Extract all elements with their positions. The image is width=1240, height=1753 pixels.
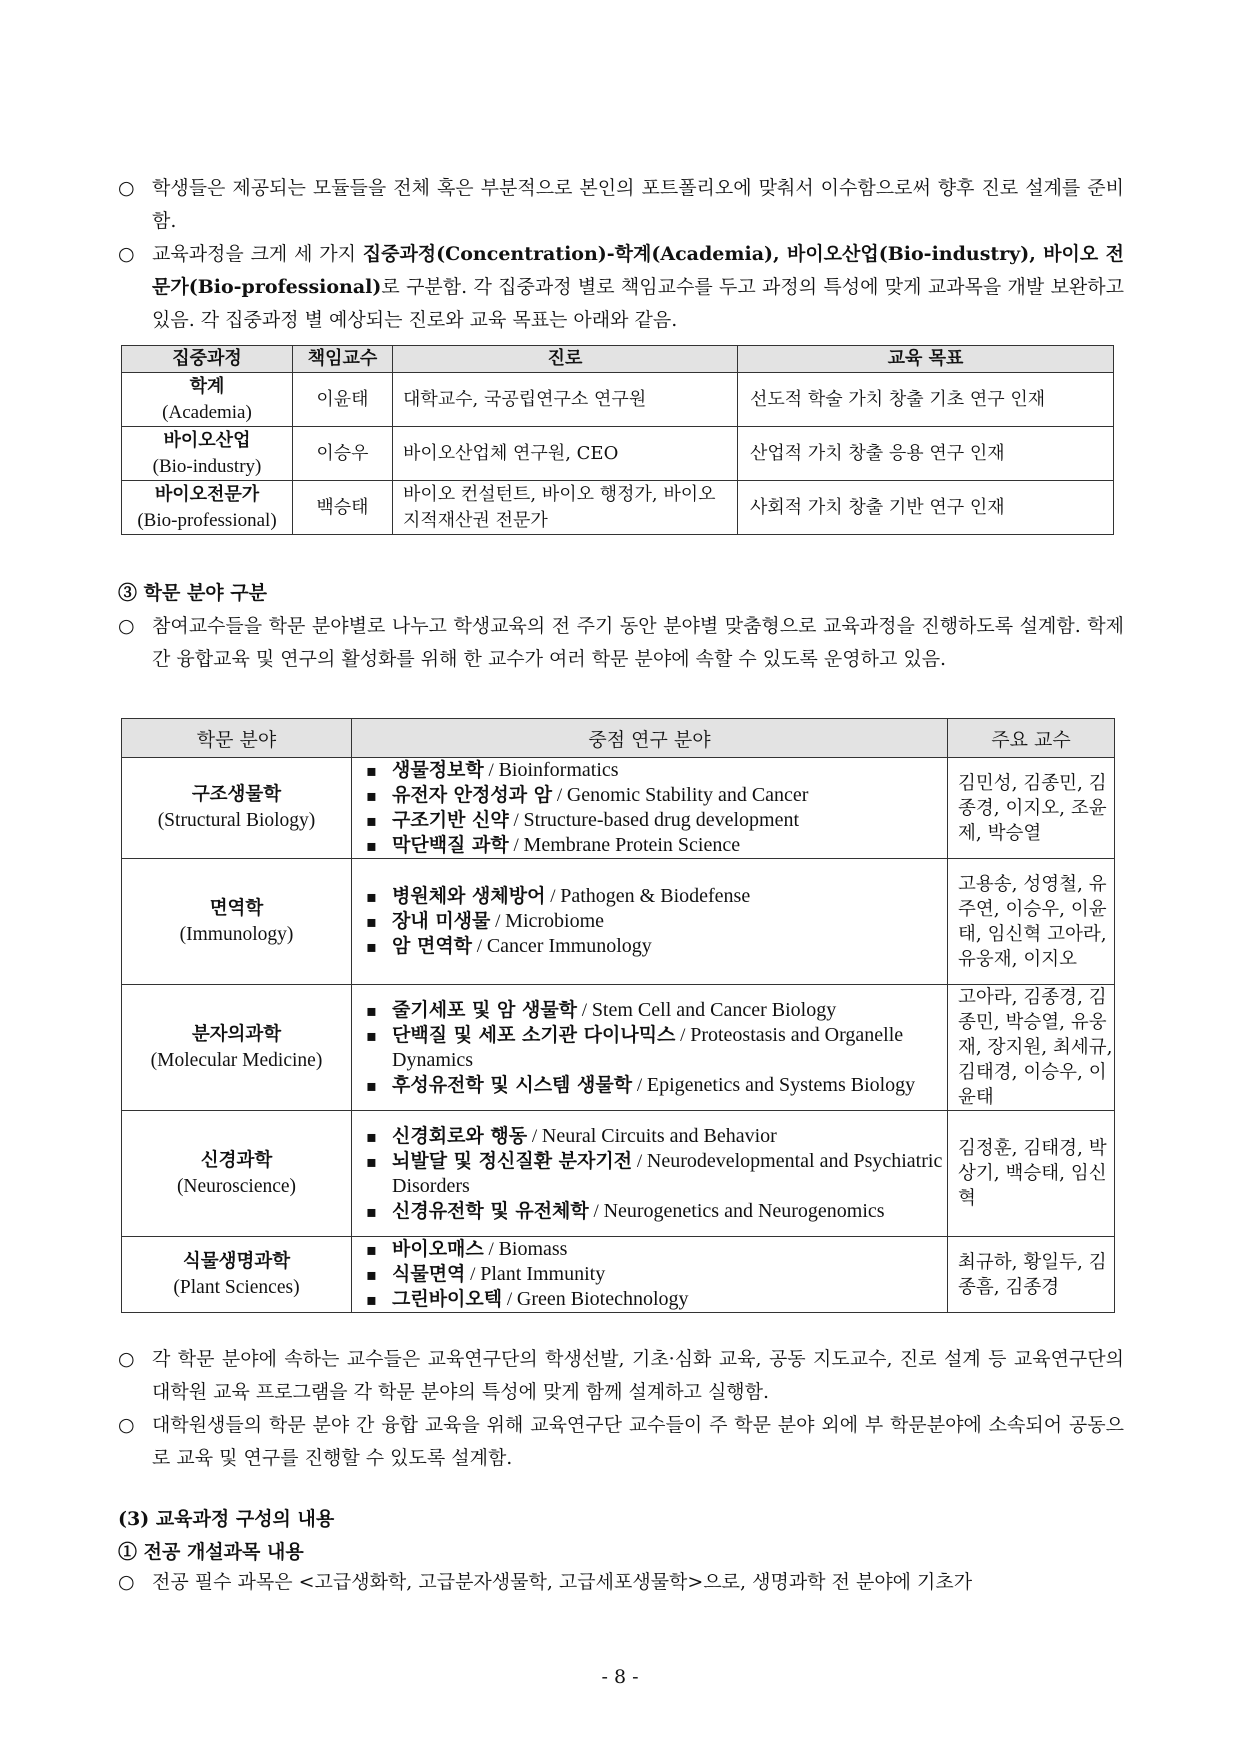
topic-en: Neurogenetics and Neurogenomics: [603, 1199, 885, 1222]
list-item: ▪ 유전자 안정성과 암 / Genomic Stability and Cancer: [364, 783, 947, 808]
research-topics-cell: [352, 859, 948, 985]
list-item: ▪ 병원체와 생체방어 / Pathogen & Biodefense: [364, 884, 947, 909]
topic-ko: 구조기반 신약: [392, 809, 509, 831]
intro-paragraph-2: [118, 238, 1124, 337]
research-topic-list: [364, 884, 947, 959]
list-item: ▪ 구조기반 신약 / Structure-based drug development: [364, 808, 947, 833]
professor-cell: 백승태: [293, 481, 393, 535]
paragraph-text: 각 학문 분야에 속하는 교수들은 교육연구단의 학생선발, 기초·심화 교육, 공동 지도교수, 진로 설계 등 교육연구단의 대학원 교육 프로그램을 각 학문 분야의 특성에 맞게 함께 설계하고 실행함.: [152, 1348, 1124, 1403]
field-name-ko: 분자의과학: [191, 1023, 282, 1045]
concentration-name-ko: 바이오전문가: [154, 483, 260, 505]
list-item: ▪ 그린바이오텍 / Green Biotechnology: [364, 1287, 947, 1312]
list-item: ▪ 식물면역 / Plant Immunity: [364, 1262, 947, 1287]
topic-en: Genomic Stability and Cancer: [566, 784, 809, 806]
table-header: 교육 목표: [738, 346, 1114, 373]
field-cell: [122, 1237, 352, 1313]
field-name-ko: 신경과학: [200, 1149, 273, 1171]
topic-en: Structure-based drug development: [523, 809, 799, 831]
topic-en: Biomass: [498, 1238, 568, 1260]
circle-bullet: ○: [118, 1571, 135, 1593]
research-topics-cell: [352, 985, 948, 1111]
topic-en: Proteostasis and Organelle Dynamics: [392, 1023, 904, 1071]
list-item: ▪ 후성유전학 및 시스템 생물학 / Epigenetics and Systems Biology: [364, 1073, 947, 1098]
table-row: [122, 1237, 1115, 1313]
topic-ko: 후성유전학 및 시스템 생물학: [392, 1073, 633, 1096]
table-header: 학문 분야: [122, 719, 352, 758]
subsection-heading: ① 전공 개설과목 내용: [118, 1541, 304, 1563]
topic-en: Stem Cell and Cancer Biology: [591, 998, 837, 1021]
field-name-ko: 면역학: [209, 897, 264, 919]
research-field-table: [121, 718, 1115, 1313]
table-row: [122, 427, 1114, 481]
list-item: ▪ 암 면역학 / Cancer Immunology: [364, 934, 947, 959]
table-row: [122, 1111, 1115, 1237]
field-name-en: (Plant Sciences): [173, 1276, 300, 1298]
research-topic-list: [364, 998, 947, 1098]
topic-ko: 줄기세포 및 암 생물학: [392, 998, 578, 1021]
topic-en: Neurodevelopmental and Psychiatric Disorders: [392, 1149, 943, 1197]
table-row: [122, 859, 1115, 985]
table-row: [122, 481, 1114, 535]
list-item: ▪ 생물정보학 / Bioinformatics: [364, 758, 947, 783]
field-name-en: (Molecular Medicine): [150, 1049, 323, 1071]
table-row: [122, 985, 1115, 1111]
topic-ko: 뇌발달 및 정신질환 분자기전: [392, 1149, 633, 1172]
field-cell: [122, 758, 352, 859]
paragraph-text: 학생들은 제공되는 모듈들을 전체 혹은 부분적으로 본인의 포트폴리오에 맞춰서 이수함으로써 향후 진로 설계를 준비함.: [152, 177, 1124, 232]
topic-ko: 단백질 및 세포 소기관 다이나믹스: [392, 1023, 676, 1046]
topic-ko: 장내 미생물: [392, 910, 491, 932]
circle-bullet: ○: [118, 615, 135, 637]
concentration-cell: [122, 481, 293, 535]
topic-ko: 그린바이오텍: [392, 1288, 503, 1310]
list-item: ▪ 신경유전학 및 유전체학 / Neurogenetics and Neurogenomics: [364, 1199, 947, 1224]
field-cell: [122, 985, 352, 1111]
table-row: [122, 758, 1115, 859]
section3-paragraph: [118, 610, 1124, 676]
table-header: 책임교수: [293, 346, 393, 373]
table-header: 중점 연구 분야: [352, 719, 948, 758]
field-name-en: (Neuroscience): [176, 1175, 297, 1197]
research-topic-list: [364, 1124, 947, 1224]
concentration-cell: [122, 373, 293, 427]
topic-en: Pathogen & Biodefense: [560, 885, 751, 907]
concentration-name-en: (Bio-professional): [137, 509, 277, 531]
after-paragraph-2: [118, 1409, 1124, 1475]
list-item: ▪ 바이오매스 / Biomass: [364, 1237, 947, 1262]
concentration-table: [121, 345, 1114, 535]
paragraph-text-pre: 교육과정을 크게 세 가지: [152, 243, 363, 265]
table-header-row: [122, 719, 1115, 758]
table-header: 집중과정: [122, 346, 293, 373]
goal-cell: 산업적 가치 창출 응용 연구 인재: [738, 427, 1114, 481]
field-cell: [122, 1111, 352, 1237]
topic-ko: 암 면역학: [392, 935, 473, 957]
topic-ko: 신경유전학 및 유전체학: [392, 1199, 589, 1222]
field-name-en: (Structural Biology): [157, 810, 316, 831]
professors-cell: 고용송, 성영철, 유주연, 이승우, 이윤태, 임신혁 고아라, 유웅재, 이지오: [948, 859, 1115, 985]
list-item: ▪ 신경회로와 행동 / Neural Circuits and Behavior: [364, 1124, 947, 1149]
after-paragraph-1: [118, 1343, 1124, 1409]
professor-cell: 이승우: [293, 427, 393, 481]
concentration-name-en: (Academia): [162, 401, 252, 423]
goal-cell: 사회적 가치 창출 기반 연구 인재: [738, 481, 1114, 535]
topic-en: Cancer Immunology: [486, 935, 652, 957]
paragraph-text: 전공 필수 과목은 <고급생화학, 고급분자생물학, 고급세포생물학>으로, 생명과학 전 분야에 기초가: [152, 1571, 973, 1593]
topic-ko: 바이오매스: [392, 1238, 484, 1260]
topic-en: Epigenetics and Systems Biology: [646, 1073, 916, 1096]
paragraph-text-post: 로 구분함. 각 집중과정 별로 책임교수를 두고 과정의 특성에 맞게 교과목을 개발 보완하고 있음. 각 집중과정 별 예상되는 진로와 교육 목표는 아래와 같음.: [152, 276, 1124, 331]
table-header-row: [122, 346, 1114, 373]
research-topics-cell: [352, 758, 948, 859]
curriculum-paragraph: [118, 1566, 1124, 1599]
career-cell: 대학교수, 국공립연구소 연구원: [393, 373, 738, 427]
concentration-name-en: (Bio-industry): [152, 455, 262, 477]
professors-cell: 최규하, 황일두, 김종흠, 김종경: [948, 1237, 1115, 1313]
topic-ko: 생물정보학: [392, 759, 484, 781]
topic-ko: 신경회로와 행동: [392, 1124, 528, 1147]
career-cell: 바이오산업체 연구원, CEO: [393, 427, 738, 481]
topic-en: Neural Circuits and Behavior: [541, 1124, 777, 1147]
list-item: ▪ 단백질 및 세포 소기관 다이나믹스 / Proteostasis and Organelle Dynamics: [364, 1023, 947, 1073]
paragraph-text: 참여교수들을 학문 분야별로 나누고 학생교육의 전 주기 동안 분야별 맞춤형으로 교육과정을 진행하도록 설계함. 학제간 융합교육 및 연구의 활성화를 위해 한 교수가 여러 학문 분야에 속할 수 있도록 운영하고 있음.: [152, 615, 1124, 670]
circle-bullet: ○: [118, 1414, 135, 1436]
topic-en: Microbiome: [505, 910, 605, 932]
paragraph-text: [152, 238, 1124, 337]
concentration-name-ko: 학계: [189, 375, 225, 397]
topic-en: Plant Immunity: [480, 1263, 606, 1285]
topic-en: Bioinformatics: [498, 759, 619, 781]
topic-en: Membrane Protein Science: [523, 834, 741, 856]
topic-ko: 유전자 안정성과 암: [392, 784, 553, 806]
goal-cell: 선도적 학술 가치 창출 기초 연구 인재: [738, 373, 1114, 427]
table-row: [122, 373, 1114, 427]
concentration-cell: [122, 427, 293, 481]
table-header: 주요 교수: [948, 719, 1115, 758]
topic-ko: 식물면역: [392, 1263, 466, 1285]
professors-cell: 김정훈, 김태경, 박상기, 백승태, 임신혁: [948, 1111, 1115, 1237]
page-number: - 8 -: [601, 1666, 639, 1688]
research-topics-cell: [352, 1237, 948, 1313]
list-item: ▪ 막단백질 과학 / Membrane Protein Science: [364, 833, 947, 858]
list-item: ▪ 뇌발달 및 정신질환 분자기전 / Neurodevelopmental and Psychiatric Disorders: [364, 1149, 947, 1199]
topic-ko: 병원체와 생체방어: [392, 885, 546, 907]
circle-bullet: ○: [118, 177, 135, 199]
field-name-ko: 식물생명과학: [182, 1250, 291, 1272]
professor-cell: 이윤태: [293, 373, 393, 427]
table-header: 진로: [393, 346, 738, 373]
paragraph-text: 대학원생들의 학문 분야 간 융합 교육을 위해 교육연구단 교수들이 주 학문 분야 외에 부 학문분야에 소속되어 공동으로 교육 및 연구를 진행할 수 있도록 설계함.: [152, 1414, 1124, 1469]
circle-bullet: ○: [118, 243, 135, 265]
paragraph-text-bold: 집중과정(Concentration)-학계(Academia), 바이오산업(Bio-industry), 바이오 전문가(Bio-professional): [152, 243, 1124, 298]
research-topic-list: [364, 1237, 947, 1312]
research-topic-list: [364, 758, 947, 858]
section-heading: ③ 학문 분야 구분: [118, 582, 267, 604]
research-topics-cell: [352, 1111, 948, 1237]
field-name-ko: 구조생물학: [191, 784, 282, 805]
circle-bullet: ○: [118, 1348, 135, 1370]
list-item: ▪ 줄기세포 및 암 생물학 / Stem Cell and Cancer Biology: [364, 998, 947, 1023]
career-cell: 바이오 컨설턴트, 바이오 행정가, 바이오 지적재산권 전문가: [393, 481, 738, 535]
section-heading: (3) 교육과정 구성의 내용: [118, 1508, 335, 1530]
list-item: ▪ 장내 미생물 / Microbiome: [364, 909, 947, 934]
concentration-name-ko: 바이오산업: [163, 429, 251, 451]
professors-cell: 고아라, 김종경, 김종민, 박승열, 유웅재, 장지원, 최세규, 김태경, 이승우, 이윤태: [948, 985, 1115, 1111]
topic-ko: 막단백질 과학: [392, 834, 509, 856]
field-cell: [122, 859, 352, 985]
professors-cell: 김민성, 김종민, 김종경, 이지오, 조윤제, 박승열: [948, 758, 1115, 859]
topic-en: Green Biotechnology: [516, 1288, 689, 1310]
intro-paragraph-1: [118, 172, 1124, 238]
field-name-en: (Immunology): [179, 923, 294, 945]
